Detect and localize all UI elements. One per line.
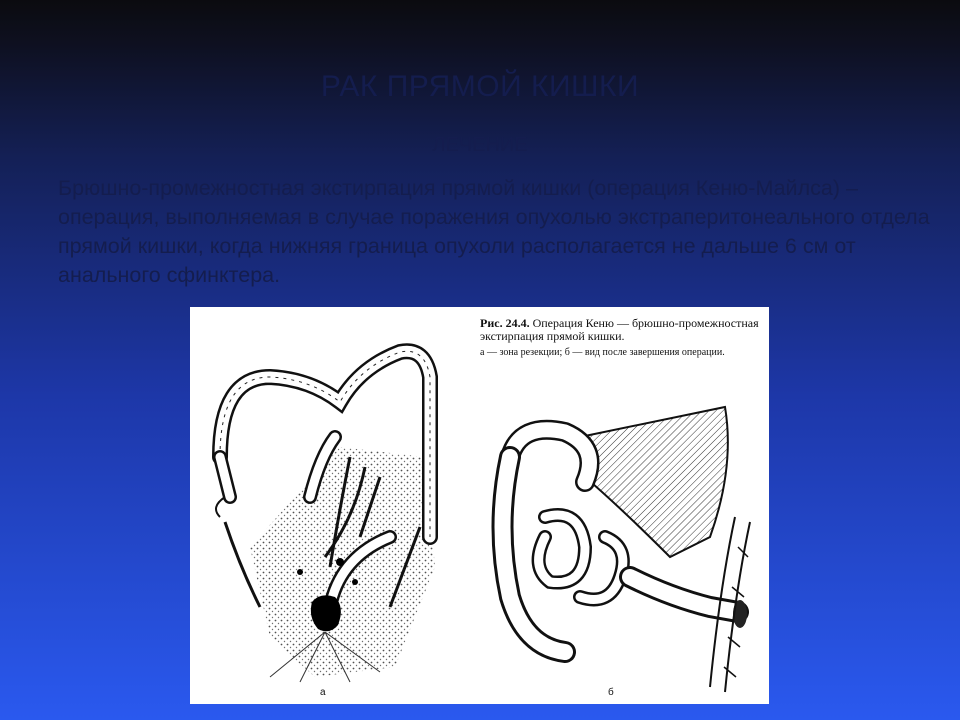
panel-a-label: а (320, 687, 326, 698)
caption-label: Рис. 24.4. (480, 316, 530, 330)
slide-body-text: Брюшно-промежностная экстирпация прямой кишки (операция Кеню-Майлса) – операция, выполняемая в случае поражения опухолью экстраперитонеального отдела прямой кишки, когда нижняя граница опухоли располагается не дальше 6 см от анального сфинктера. (58, 176, 930, 287)
panel-a-drawing (216, 351, 435, 682)
caption-sub: а — зона резекции; б — вид после завершения операции. (480, 347, 725, 358)
illustration-drawing (190, 307, 769, 704)
slide-title: РАК ПРЯМОЙ КИШКИ (320, 70, 640, 103)
slide-subtitle: ЛЕЧЕНИЕ (432, 134, 528, 156)
caption-text: Операция Кеню — брюшно-промежностная экстирпация прямой кишки. (480, 316, 759, 343)
surgery-illustration (190, 307, 769, 704)
panel-b-label: б (608, 687, 614, 698)
panel-b-drawing (503, 407, 751, 692)
figure-caption (480, 317, 760, 358)
